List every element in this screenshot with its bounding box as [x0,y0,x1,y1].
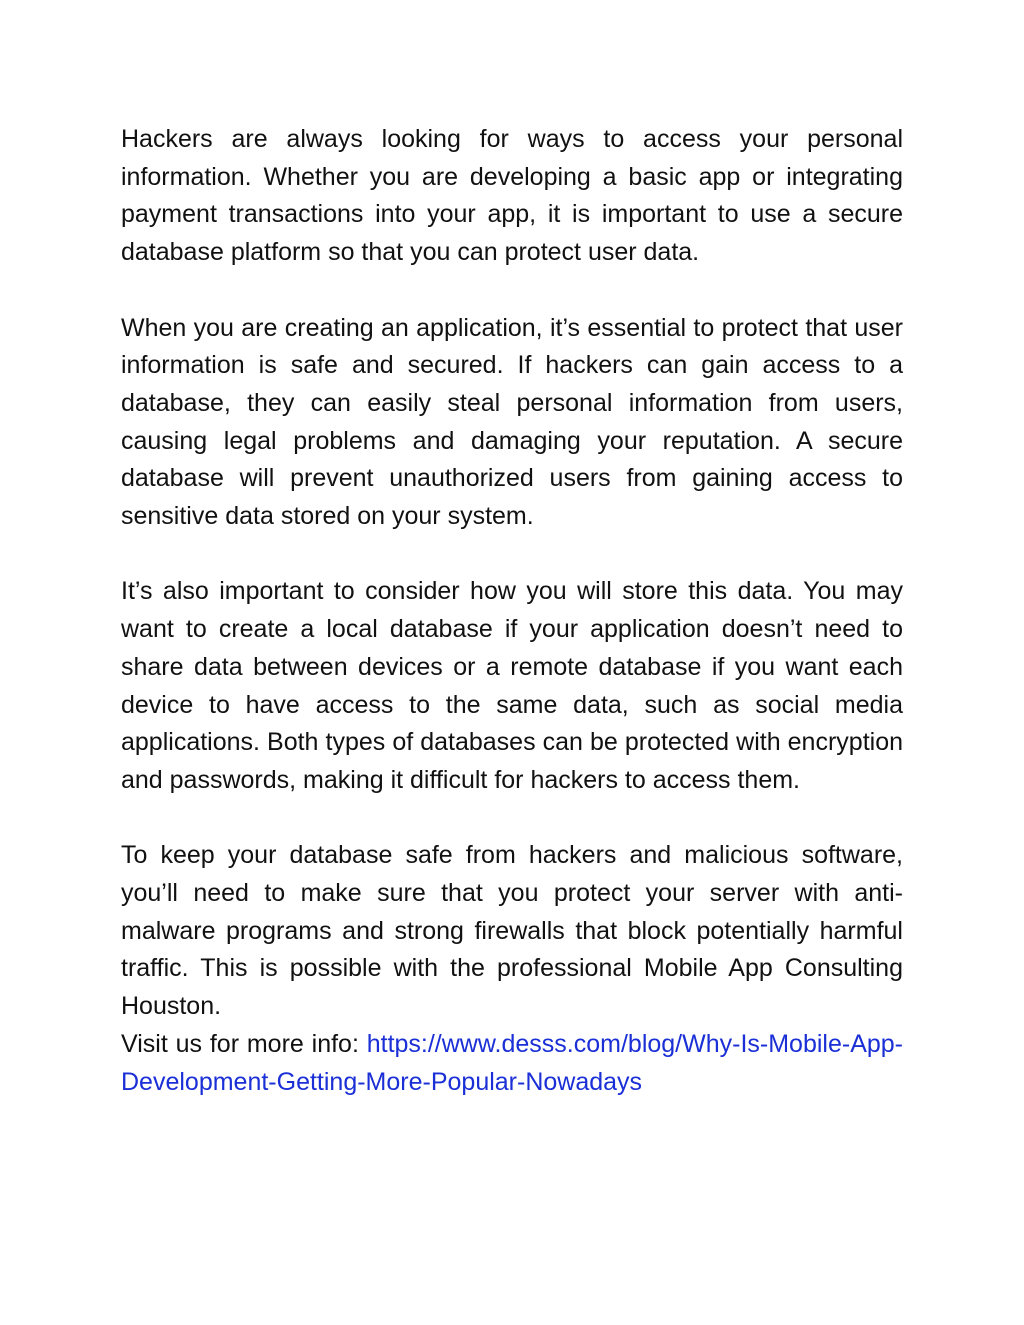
visit-line [121,1026,903,1101]
document-page [121,121,903,1101]
paragraph-1: Hackers are always looking for ways to access your personal information. Whether you are developing a basic app or integrating payment transactions into your app, it is important to use a secure database platform so that you can protect user data. [121,125,903,267]
visit-label: Visit us for more info: [121,1029,367,1058]
paragraph-4: To keep your database safe from hackers and malicious software, you’ll need to make sure that you protect your server with anti-malware programs and strong firewalls that block potentially harmful traffic. This is possible with the professional Mobile App Consulting Houston. [121,841,903,1021]
visit-link[interactable]: https://www.desss.com/blog/Why-Is-Mobile-App-Development-Getting-More-Popular-Nowadays [121,1029,903,1096]
paragraph-3: It’s also important to consider how you will store this data. You may want to create a local database if your application doesn’t need to share data between devices or a remote database if you want each device to have access to the same data, such as social media applications. Both types of databases can be protected with encryption and passwords, making it difficult for hackers to access them. [121,577,903,794]
paragraph-2: When you are creating an application, it’s essential to protect that user information is safe and secured. If hackers can gain access to a database, they can easily steal personal information from users, causing legal problems and damaging your reputation. A secure database will prevent unauthorized users from gaining access to sensitive data stored on your system. [121,313,903,531]
